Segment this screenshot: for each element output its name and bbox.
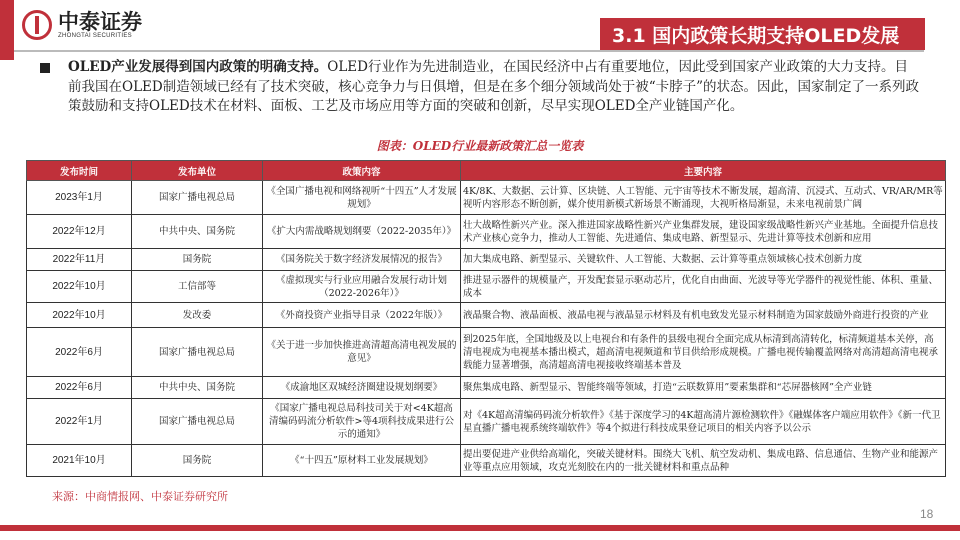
table-row <box>27 328 946 377</box>
cell-policy: 《国家广播电视总局科技司关于对<4K超高清编码码流分析软件>等4项科技成果进行公示的通知》 <box>263 399 461 445</box>
header-issuer: 发布单位 <box>132 161 263 181</box>
cell-policy: 《关于进一步加快推进高清超高清电视发展的意见》 <box>263 328 461 377</box>
header-divider <box>14 50 924 52</box>
footer-bar <box>0 525 960 531</box>
intro-bold: OLED产业发展得到国内政策的明确支持。 <box>68 59 328 75</box>
cell-content: 到2025年底，全国地级及以上电视台和有条件的县级电视台全面完成从标清到高清转化，标清频道基本关停，高清电视成为电视基本播出模式，超高清电视频道和节目供给形成规模。广播电视传输覆盖网络对高清超高清电视承载能力显著增强，高清超高清电视接收终端基本普及 <box>461 328 946 377</box>
table-row <box>27 303 946 328</box>
source-note: 来源：中商情报网、中泰证券研究所 <box>52 490 228 503</box>
cell-date: 2022年6月 <box>27 328 132 377</box>
cell-policy: 《成渝地区双城经济圈建设规划纲要》 <box>263 377 461 399</box>
cell-date: 2022年10月 <box>27 303 132 328</box>
header-policy: 政策内容 <box>263 161 461 181</box>
cell-issuer: 国家广播电视总局 <box>132 328 263 377</box>
policy-table <box>26 160 946 477</box>
cell-issuer: 国家广播电视总局 <box>132 181 263 215</box>
company-logo <box>22 10 142 40</box>
cell-content: 对《4K超高清编码码流分析软件》《基于深度学习的4K超高清片源检测软件》《融媒体客户端应用软件》《新一代卫星直播广播电视系统终端软件》等4个拟进行科技成果登记项目的相关内容予以公示 <box>461 399 946 445</box>
cell-issuer: 工信部等 <box>132 271 263 303</box>
table-row <box>27 215 946 249</box>
cell-content: 聚焦集成电路、新型显示、智能终端等领域，打造“云联数算用”要素集群和“芯屏器核网”全产业链 <box>461 377 946 399</box>
cell-policy: 《虚拟现实与行业应用融合发展行动计划（2022-2026年）》 <box>263 271 461 303</box>
table-caption: 图表：OLED行业最新政策汇总一览表 <box>376 139 584 153</box>
cell-date: 2022年1月 <box>27 399 132 445</box>
cell-issuer: 发改委 <box>132 303 263 328</box>
logo-cn: 中泰证券 <box>58 10 142 34</box>
cell-date: 2021年10月 <box>27 445 132 477</box>
cell-issuer: 中共中央、国务院 <box>132 377 263 399</box>
intro-paragraph <box>40 58 920 117</box>
cell-issuer: 国家广播电视总局 <box>132 399 263 445</box>
cell-date: 2022年6月 <box>27 377 132 399</box>
cell-content: 4K/8K、大数据、云计算、区块链、人工智能、元宇宙等技术不断发展，超高清、沉浸式、互动式、VR/AR/MR等视听内容形态不断创新，媒介使用新模式新场景不断涌现，大视听格局渐显，未来电视前景广阔 <box>461 181 946 215</box>
header-accent-bar <box>0 0 14 60</box>
cell-content: 提出要促进产业供给高端化，突破关键材料。围绕大飞机、航空发动机、集成电路、信息通信、生物产业和能源产业等重点应用领域，攻克光刻胶在内的一批关键材料和重点品种 <box>461 445 946 477</box>
cell-issuer: 国务院 <box>132 445 263 477</box>
cell-date: 2023年1月 <box>27 181 132 215</box>
cell-policy: 《国务院关于数字经济发展情况的报告》 <box>263 249 461 271</box>
table-row <box>27 271 946 303</box>
table-row <box>27 181 946 215</box>
logo-icon <box>22 10 52 40</box>
cell-policy: 《外商投资产业指导目录（2022年版）》 <box>263 303 461 328</box>
logo-en: ZHONGTAI SECURITIES <box>58 33 132 39</box>
cell-date: 2022年11月 <box>27 249 132 271</box>
bullet-square-icon <box>40 63 50 73</box>
slide-title: 3.1 国内政策长期支持OLED发展 <box>600 18 925 50</box>
table-header-row <box>27 161 946 181</box>
cell-issuer: 中共中央、国务院 <box>132 215 263 249</box>
header-content: 主要内容 <box>461 161 946 181</box>
table-row <box>27 445 946 477</box>
intro-text: OLED行业作为先进制造业，在国民经济中占有重要地位，因此受到国家产业政策的大力支持。目前我国在OLED制造领域已经有了技术突破，核心竞争力与日俱增，但是在多个细分领域尚处于被“卡脖子”的状态。因此，国家制定了一系列政策鼓励和支持OLED技术在材料、面板、工艺及市场应用等方面的突破和创新，尽早实现OLED全产业链国产化。 <box>68 59 920 114</box>
cell-policy: 《全国广播电视和网络视听“十四五”人才发展规划》 <box>263 181 461 215</box>
table-row <box>27 249 946 271</box>
cell-issuer: 国务院 <box>132 249 263 271</box>
cell-content: 壮大战略性新兴产业。深入推进国家战略性新兴产业集群发展，建设国家级战略性新兴产业基地。全面提升信息技术产业核心竞争力，推动人工智能、先进通信、集成电路、新型显示、先进计算等技术创新和应用 <box>461 215 946 249</box>
cell-date: 2022年12月 <box>27 215 132 249</box>
cell-policy: 《“十四五”原材料工业发展规划》 <box>263 445 461 477</box>
table-row <box>27 377 946 399</box>
header-date: 发布时间 <box>27 161 132 181</box>
page-number: 18 <box>920 507 934 521</box>
cell-content: 推进显示器件的规模量产，开发配套显示驱动芯片，优化自由曲面、光波导等光学器件的视觉性能、体积、重量、成本 <box>461 271 946 303</box>
cell-policy: 《扩大内需战略规划纲要（2022-2035年）》 <box>263 215 461 249</box>
table-row <box>27 399 946 445</box>
cell-date: 2022年10月 <box>27 271 132 303</box>
cell-content: 加大集成电路、新型显示、关键软件、人工智能、大数据、云计算等重点领域核心技术创新力度 <box>461 249 946 271</box>
cell-content: 液晶聚合物、液晶面板、液晶电视与液晶显示材料及有机电致发光显示材料制造为国家鼓励外商进行投资的产业 <box>461 303 946 328</box>
